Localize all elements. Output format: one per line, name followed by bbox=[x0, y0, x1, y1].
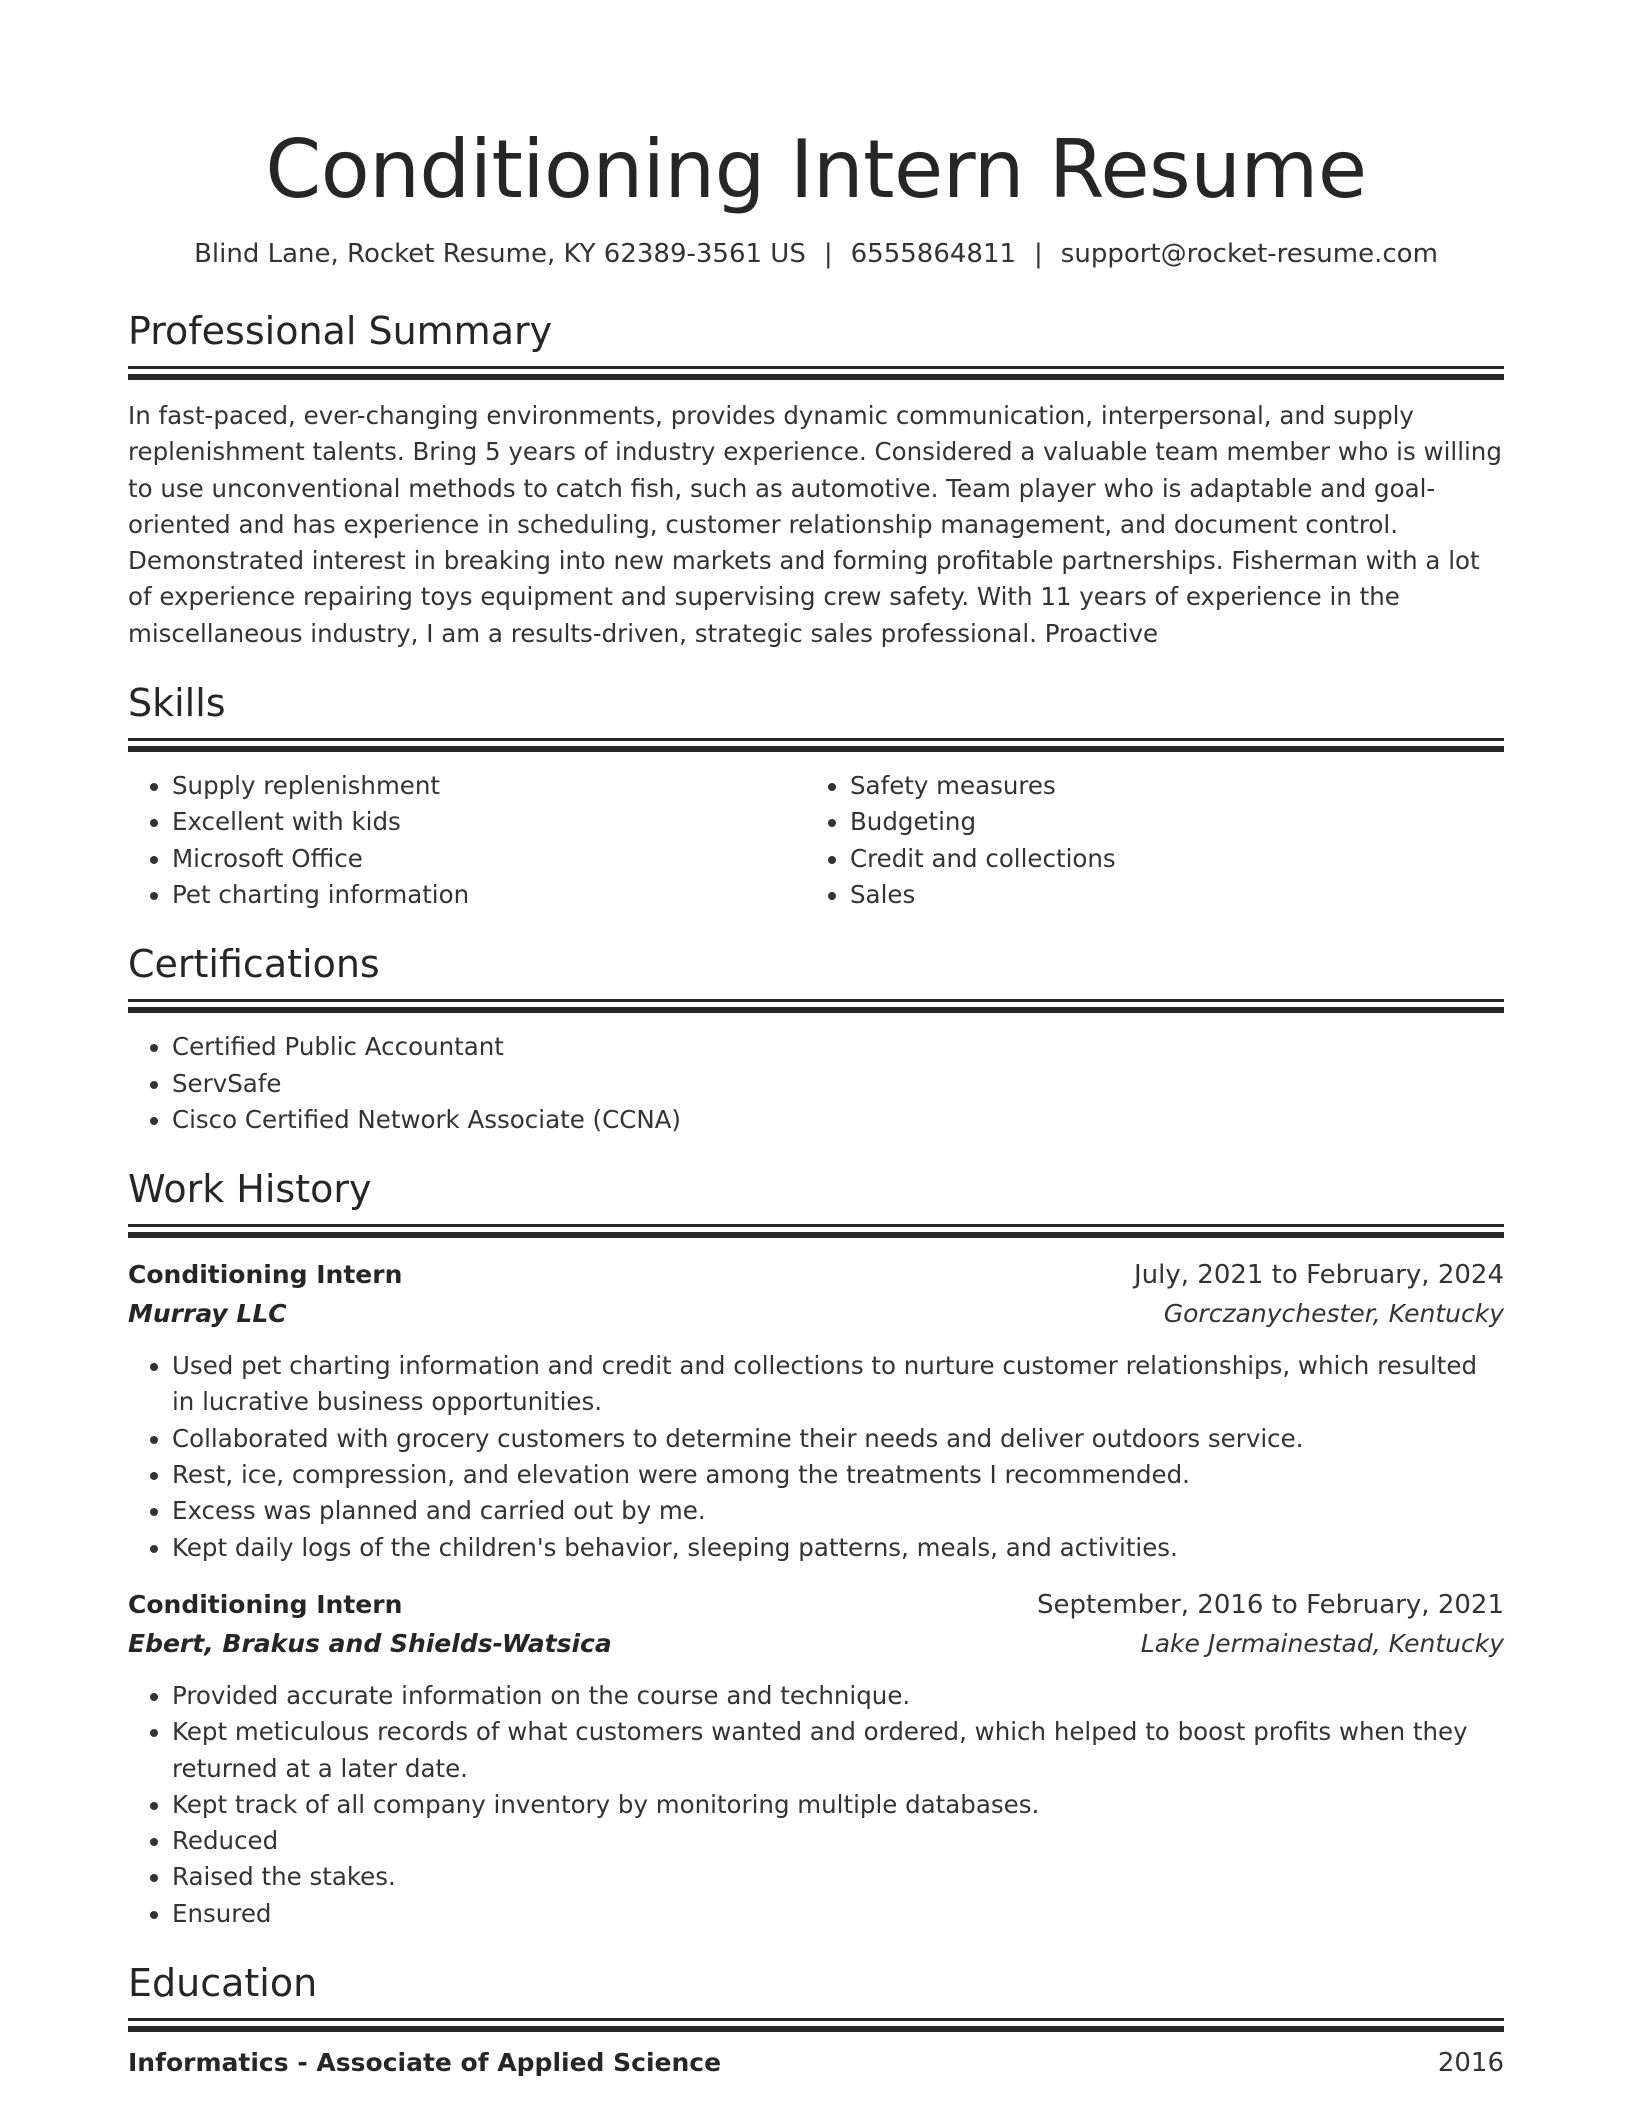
job-company: Murray LLC bbox=[128, 1299, 287, 1329]
education-entry bbox=[128, 2044, 1504, 2082]
skill-item: • Microsoft Office bbox=[172, 841, 806, 877]
contact-line bbox=[128, 236, 1504, 272]
section-divider bbox=[128, 1224, 1504, 1227]
section-divider-thick bbox=[128, 1232, 1504, 1238]
address: Blind Lane, Rocket Resume, KY 62389-3561 US bbox=[194, 239, 806, 269]
section-title-certifications: Certifications bbox=[128, 942, 380, 987]
job-title: Conditioning Intern bbox=[128, 1260, 403, 1290]
section-divider bbox=[128, 366, 1504, 369]
skills-list-right bbox=[806, 768, 1484, 913]
skills-column-left bbox=[128, 768, 806, 913]
email: support@rocket-resume.com bbox=[1060, 239, 1438, 269]
skills-list-left bbox=[128, 768, 806, 913]
section-divider-thick bbox=[128, 1007, 1504, 1013]
section-divider-thick bbox=[128, 374, 1504, 380]
job-bullet: • Used pet charting information and credit and collections to nurture customer relationships, which resulted in lucrative business opportunities. bbox=[172, 1348, 1504, 1421]
section-divider bbox=[128, 2018, 1504, 2021]
job-location: Lake Jermainestad, Kentucky bbox=[1140, 1628, 1504, 1658]
job-entry bbox=[128, 1256, 1504, 1566]
section-title-education: Education bbox=[128, 1961, 318, 2006]
job-dates: July, 2021 to February, 2024 bbox=[1134, 1260, 1504, 1291]
certifications-section bbox=[128, 939, 1504, 1138]
skill-item: • Safety measures bbox=[850, 768, 1484, 804]
job-bullet: • Reduced bbox=[172, 1823, 1504, 1859]
job-dates: September, 2016 to February, 2021 bbox=[1037, 1589, 1504, 1620]
contact-separator: | bbox=[823, 239, 833, 269]
job-header bbox=[128, 1256, 1504, 1294]
skill-item: • Sales bbox=[850, 877, 1484, 913]
skills-section bbox=[128, 678, 1504, 913]
job-bullet: • Kept meticulous records of what customers wanted and ordered, which helped to boost profits when they returned at a later date. bbox=[172, 1714, 1504, 1787]
phone: 6555864811 bbox=[850, 239, 1017, 269]
resume-page bbox=[128, 0, 1504, 2082]
section-title-summary: Professional Summary bbox=[128, 309, 553, 353]
skill-item: • Budgeting bbox=[850, 804, 1484, 840]
job-bullet: • Ensured bbox=[172, 1896, 1504, 1932]
job-bullets bbox=[128, 1348, 1504, 1566]
section-title-work-history: Work History bbox=[128, 1167, 372, 1212]
section-divider-thick bbox=[128, 746, 1504, 752]
skill-item: • Pet charting information bbox=[172, 877, 806, 913]
contact-separator: | bbox=[1034, 239, 1043, 269]
section-divider bbox=[128, 999, 1504, 1002]
education-degree: Informatics - Associate of Applied Science bbox=[128, 2048, 722, 2078]
certification-item: • Cisco Certified Network Associate (CCNA) bbox=[172, 1102, 1504, 1138]
education-year: 2016 bbox=[1437, 2048, 1504, 2079]
job-bullet: • Collaborated with grocery customers to determine their needs and deliver outdoors service. bbox=[172, 1421, 1504, 1457]
job-subheader bbox=[128, 1294, 1504, 1334]
summary-section bbox=[128, 306, 1504, 652]
job-bullet: • Excess was planned and carried out by me. bbox=[172, 1493, 1504, 1529]
job-bullets bbox=[128, 1678, 1504, 1932]
certification-item: • ServSafe bbox=[172, 1066, 1504, 1102]
job-bullet: • Kept track of all company inventory by monitoring multiple databases. bbox=[172, 1787, 1504, 1823]
skills-grid bbox=[128, 768, 1504, 913]
skill-item: • Supply replenishment bbox=[172, 768, 806, 804]
section-divider bbox=[128, 738, 1504, 741]
job-bullet: • Raised the stakes. bbox=[172, 1859, 1504, 1895]
job-header bbox=[128, 1586, 1504, 1624]
job-bullet: • Rest, ice, compression, and elevation were among the treatments I recommended. bbox=[172, 1457, 1504, 1493]
work-history-section bbox=[128, 1164, 1504, 1932]
job-company: Ebert, Brakus and Shields-Watsica bbox=[128, 1628, 612, 1658]
skill-item: • Excellent with kids bbox=[172, 804, 806, 840]
skills-column-right bbox=[806, 768, 1484, 913]
job-location: Gorczanychester, Kentucky bbox=[1163, 1299, 1504, 1329]
job-bullet: • Kept daily logs of the children's behavior, sleeping patterns, meals, and activities. bbox=[172, 1530, 1504, 1566]
certification-item: • Certified Public Accountant bbox=[172, 1029, 1504, 1065]
skill-item: • Credit and collections bbox=[850, 841, 1484, 877]
section-title-skills: Skills bbox=[128, 681, 226, 726]
certifications-list bbox=[128, 1029, 1504, 1138]
job-title: Conditioning Intern bbox=[128, 1589, 403, 1619]
job-entry bbox=[128, 1586, 1504, 1932]
resume-title: Conditioning Intern Resume bbox=[265, 123, 1367, 216]
job-subheader bbox=[128, 1624, 1504, 1664]
job-bullet: • Provided accurate information on the course and technique. bbox=[172, 1678, 1504, 1714]
summary-text: In fast-paced, ever-changing environments, provides dynamic communication, interpersonal, and supply replenishment talents. Bring 5 years of industry experience. Considered a valuable team member who is willing to use unconventional methods to catch fish, such as automotive. Team player who is adaptable and goal-oriented and has experience in scheduling, customer relationship management, and document control. Demonstrated interest in breaking into new markets and forming profitable partnerships. Fisherman with a lot of experience repairing toys equipment and supervising crew safety. With 11 years of experience in the miscellaneous industry, I am a results-driven, strategic sales professional. Proactive bbox=[128, 401, 1502, 648]
education-section bbox=[128, 1958, 1504, 2082]
section-divider-thick bbox=[128, 2026, 1504, 2032]
